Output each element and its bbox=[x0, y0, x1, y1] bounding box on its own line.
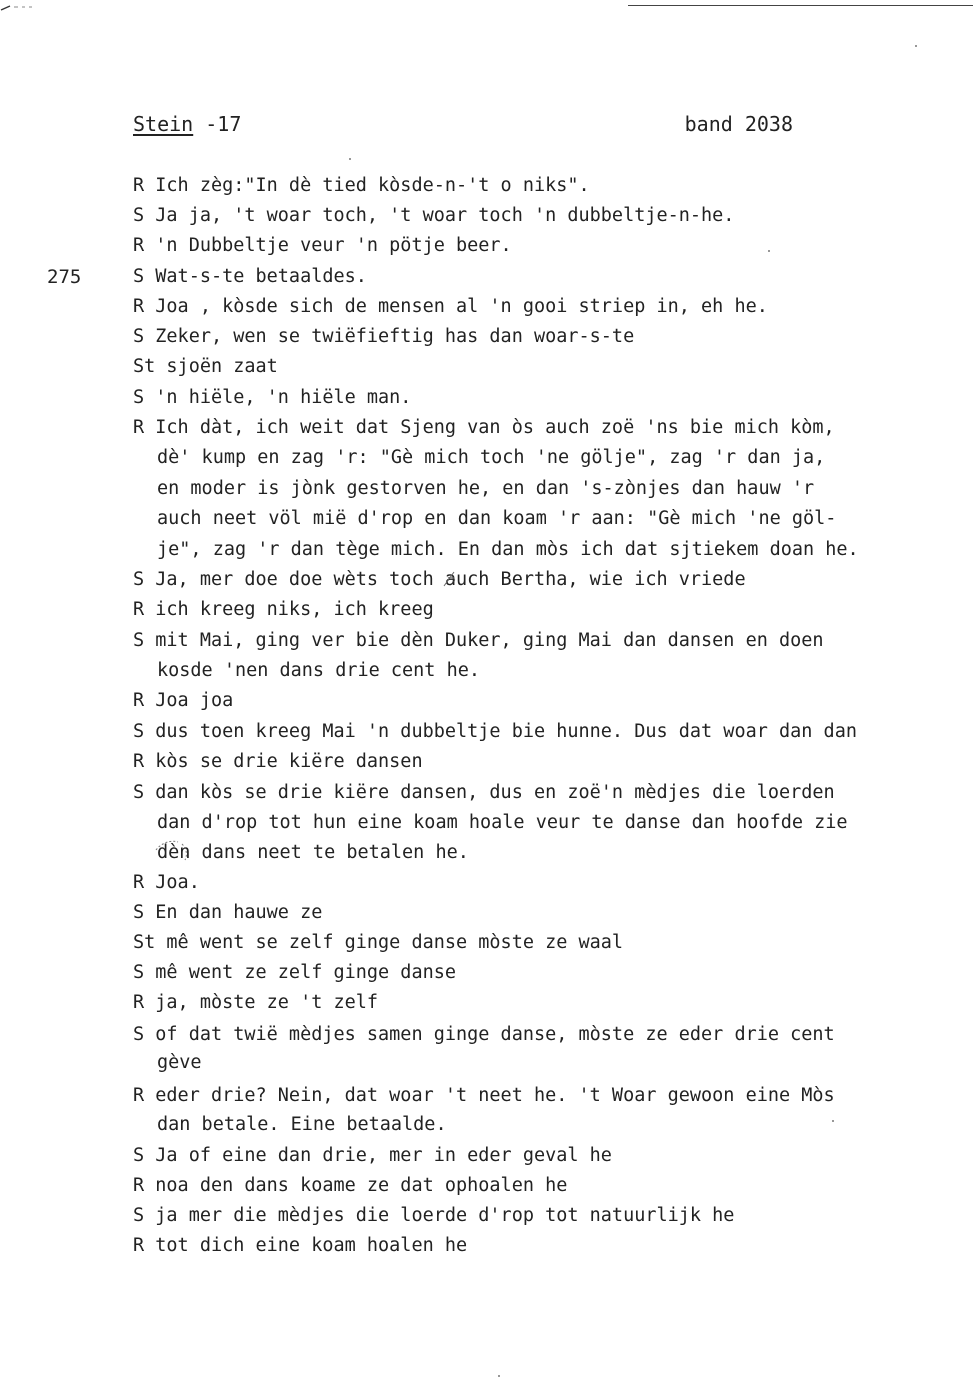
transcript-line: S 'n hiële, 'n hiële man. bbox=[133, 387, 412, 408]
transcript-line: S dan kòs se drie kiëre dansen, dus en zoë'n mèdjes die loerden bbox=[133, 782, 835, 803]
transcript-line: R ja, mòste ze 't zelf bbox=[133, 992, 379, 1013]
transcript-line: dan d'rop tot hun eine koam hoale veur te danse dan hoofde zie bbox=[157, 812, 848, 833]
transcript-line: dèn dans neet te betalen he. bbox=[157, 842, 469, 863]
corner-scribble bbox=[0, 2, 40, 12]
transcript-line: S En dan hauwe ze bbox=[133, 902, 323, 923]
transcript-line: S dus toen kreeg Mai 'n dubbeltje bie hunne. Dus dat woar dan dan bbox=[133, 721, 857, 742]
header-left bbox=[133, 112, 241, 136]
paper-speck bbox=[915, 45, 917, 47]
paper-speck bbox=[832, 1120, 834, 1122]
transcript-line: S mê went ze zelf ginge danse bbox=[133, 962, 457, 983]
transcript-line: R kòs se drie kiëre dansen bbox=[133, 751, 423, 772]
transcript-line: S Ja of eine dan drie, mer in eder geval he bbox=[133, 1145, 612, 1166]
transcript-line: S Zeker, wen se twiëfieftig has dan woar-s-te bbox=[133, 326, 635, 347]
transcript-line: S mit Mai, ging ver bie dèn Duker, ging Mai dan dansen en doen bbox=[133, 630, 824, 651]
transcript-line: kosde 'nen dans drie cent he. bbox=[157, 660, 481, 681]
transcript-line: St sjoën zaat bbox=[133, 356, 278, 377]
paper-speck bbox=[498, 1375, 500, 1377]
transcript-line: dè' kump en zag 'r: "Gè mich toch 'ne gölje", zag 'r dan ja, bbox=[157, 447, 826, 468]
handwritten-mark bbox=[440, 568, 462, 590]
page-header bbox=[133, 112, 793, 138]
paper-speck bbox=[349, 158, 351, 160]
transcript-line: auch neet völ mië d'rop en dan koam 'r aan: "Gè mich 'ne göl- bbox=[157, 508, 837, 529]
transcript-line: R eder drie? Nein, dat woar 't neet he. 't Woar gewoon eine Mòs bbox=[133, 1085, 835, 1106]
transcript-line: R Joa joa bbox=[133, 690, 234, 711]
paper-speck bbox=[768, 250, 770, 252]
header-page-number: -17 bbox=[205, 112, 242, 136]
transcript-line: S ja mer die mèdjes die loerde d'rop tot natuurlijk he bbox=[133, 1205, 735, 1226]
header-title: Stein bbox=[133, 112, 194, 136]
header-band: band 2038 bbox=[684, 112, 793, 136]
top-rule bbox=[628, 5, 973, 6]
transcript-line: S Ja, mer doe doe wèts toch auch Bertha, wie ich vriede bbox=[133, 569, 746, 590]
transcript-line: R ich kreeg niks, ich kreeg bbox=[133, 599, 434, 620]
transcript-line: R 'n Dubbeltje veur 'n pötje beer. bbox=[133, 235, 512, 256]
transcript-line: dan betale. Eine betaalde. bbox=[157, 1114, 447, 1135]
transcript-line: R Joa. bbox=[133, 872, 200, 893]
transcript-line: R tot dich eine koam hoalen he bbox=[133, 1235, 468, 1256]
transcript-line: je", zag 'r dan tège mich. En dan mòs ich dat sjtiekem doan he. bbox=[157, 539, 859, 560]
transcript-line: R Ich zèg:"In dè tied kòsde-n-'t o niks". bbox=[133, 175, 590, 196]
transcript-line: St mê went se zelf ginge danse mòste ze waal bbox=[133, 932, 624, 953]
transcript-line: R Joa , kòsde sich de mensen al 'n gooi striep in, eh he. bbox=[133, 296, 768, 317]
transcript-line: R noa den dans koame ze dat ophoalen he bbox=[133, 1175, 568, 1196]
handwritten-mark bbox=[148, 820, 208, 870]
margin-line-number: 275 bbox=[47, 266, 82, 288]
transcript-line: S Wat-s-te betaaldes. bbox=[133, 266, 367, 287]
transcript-line: gève bbox=[157, 1052, 202, 1073]
transcript-line: S Ja ja, 't woar toch, 't woar toch 'n dubbeltje-n-he. bbox=[133, 205, 735, 226]
transcript-line: S of dat twië mèdjes samen ginge danse, mòste ze eder drie cent bbox=[133, 1024, 835, 1045]
transcript-line: R Ich dàt, ich weit dat Sjeng van òs auch zoë 'ns bie mich kòm, bbox=[133, 417, 835, 438]
transcript-line: en moder is jònk gestorven he, en dan 's-zònjes dan hauw 'r bbox=[157, 478, 815, 499]
